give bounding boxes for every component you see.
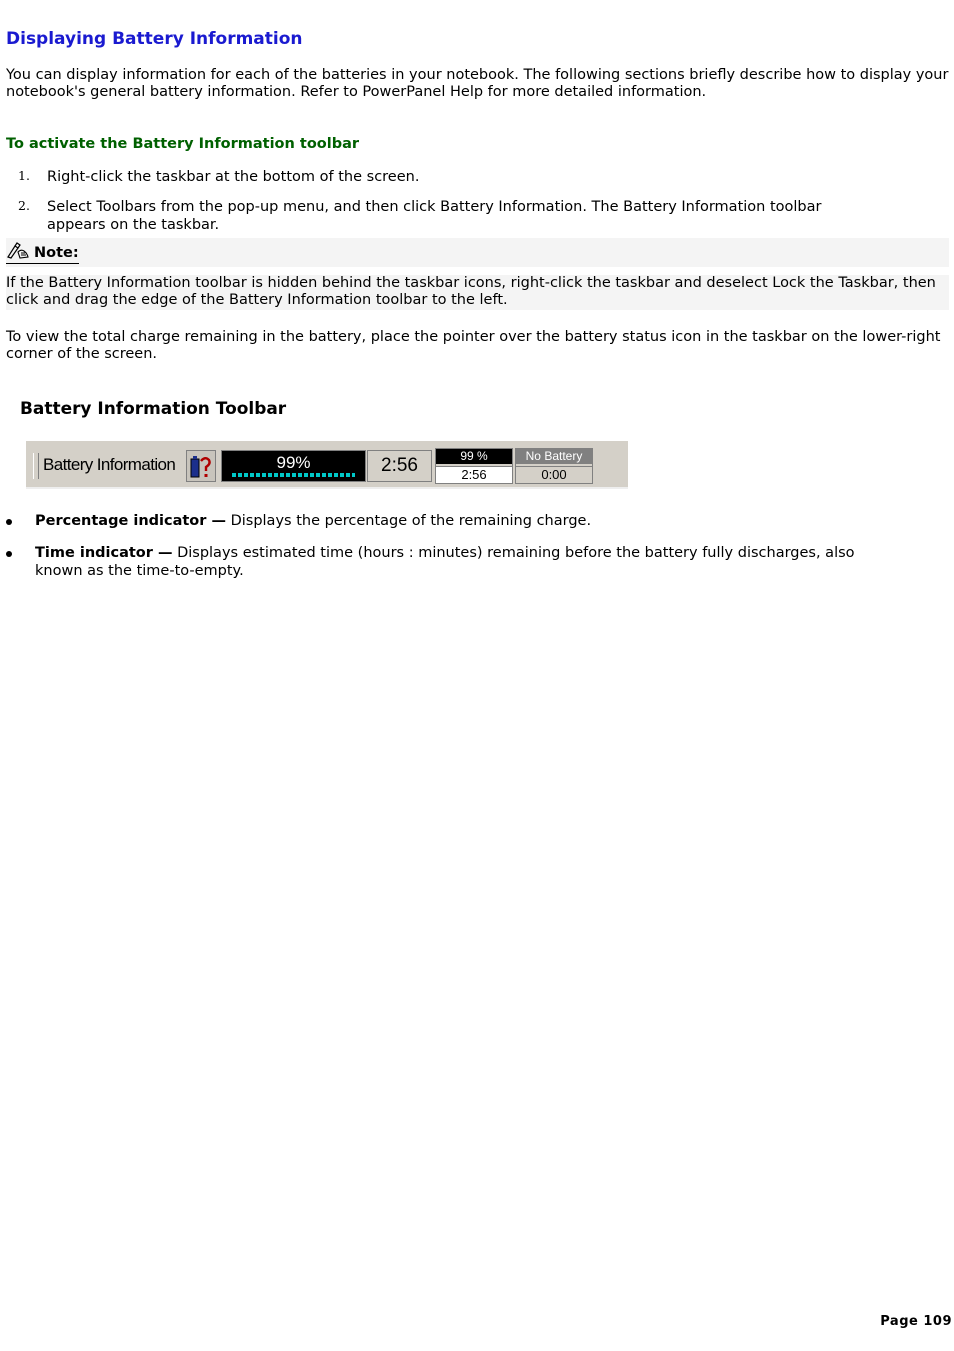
battery-2-time: 0:00 (516, 466, 592, 483)
bullet-description: Displays the percentage of the remaining charge. (225, 513, 592, 529)
note-label (6, 242, 79, 264)
bullet-term: Percentage indicator — (35, 513, 226, 529)
section-subheading: To activate the Battery Information toolbar (6, 136, 360, 152)
bullet-description: Displays estimated time (hours : minutes) remaining before the battery fully discharges, also known as the time-to-empty. (35, 545, 855, 579)
battery-2-status[interactable] (515, 448, 593, 484)
view-charge-paragraph: To view the total charge remaining in the battery, place the pointer over the battery status icon in the taskbar on the lower-right corner of the screen. (6, 329, 941, 362)
step-text: Right-click the taskbar at the bottom of the screen. (47, 169, 420, 185)
percentage-value: 99% (276, 453, 311, 472)
battery-1-time: 2:56 (436, 466, 512, 483)
battery-1-percentage: 99 % (436, 449, 512, 464)
step-number: 1. (18, 168, 30, 183)
charge-level-fill (232, 473, 355, 477)
pencil-hand-icon (6, 242, 30, 264)
toolbar-label: Battery Information (43, 455, 176, 474)
note-body (6, 275, 949, 310)
note-text: If the Battery Information toolbar is hidden behind the taskbar icons, right-click the taskbar and deselect Lock the Taskbar, then click and drag the edge of the Battery Information toolbar to the left. (6, 275, 936, 308)
battery-status-icon[interactable] (186, 450, 216, 482)
intro-paragraph: You can display information for each of the batteries in your notebook. The following sections briefly describe how to display your notebook's general battery information. Refer to PowerPanel Help for more detailed information. (6, 67, 949, 100)
charge-level-bar (232, 473, 356, 477)
time-value: 2:56 (381, 455, 418, 476)
page-number: Page 109 (880, 1314, 952, 1329)
page-title: Displaying Battery Information (6, 29, 303, 49)
percentage-indicator[interactable] (221, 450, 366, 482)
battery-information-toolbar (26, 440, 628, 487)
note-label-text: Note: (34, 244, 79, 261)
battery-1-status[interactable] (435, 448, 513, 484)
bullet-dot (6, 519, 12, 525)
time-indicator[interactable] (367, 450, 432, 482)
bullet-text (35, 512, 885, 530)
bullet-dot (6, 551, 12, 557)
battery-2-status-text: No Battery (516, 449, 592, 464)
step-text: Select Toolbars from the pop-up menu, and then click Battery Information. The Battery Information toolbar appears on the taskbar. (47, 199, 822, 233)
bullet-text (35, 544, 885, 580)
note-header-bar (6, 238, 949, 267)
step-number: 2. (18, 198, 30, 213)
toolbar-grip-handle[interactable] (33, 453, 39, 479)
bullet-term: Time indicator — (35, 545, 173, 561)
figure-title: Battery Information Toolbar (20, 398, 287, 418)
